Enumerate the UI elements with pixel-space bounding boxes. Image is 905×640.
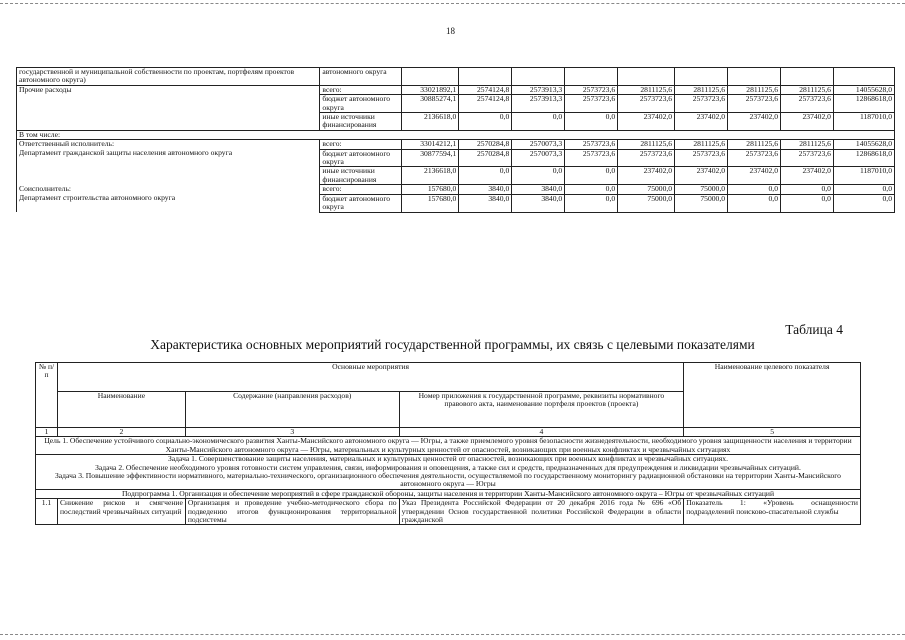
- goal-text: Цель 1. Обеспечение устойчивого социально-экономического развития Ханты-Мансийского автономного округа — Югры, а также приемлемого уровня безопасности жизнедеятельности, необходимого уровня защищенности населения и территории Ханты-Мансийского автономного округа — Югры, материальных и культурных ценностей от опасностей, возникающих при военных конфликтах и чрезвычайных ситуациях: [36, 437, 861, 455]
- row-source: всего:: [320, 85, 402, 94]
- bottom-scan-edge: [0, 634, 905, 635]
- row-label: Ответственный исполнитель:: [17, 140, 320, 149]
- row-label: [17, 113, 320, 131]
- value-cell: 237402,0: [618, 113, 675, 131]
- value-cell: 75000,0: [618, 185, 675, 194]
- tasks-row: [36, 455, 861, 490]
- row-label: государственной и муниципальной собственности по проектам, портфелям проектов автономного округа): [17, 68, 320, 86]
- value-cell: 0,0: [728, 185, 781, 194]
- financing-table: [16, 67, 895, 213]
- value-cell: 2573723,6: [675, 95, 728, 113]
- value-cell: 2811125,6: [781, 85, 834, 94]
- row-label: Департамент гражданской защиты населения автономного округа: [17, 149, 320, 167]
- value-cell: 237402,0: [781, 167, 834, 185]
- value-cell: 0,0: [728, 194, 781, 212]
- value-cell: 2136618,0: [402, 113, 459, 131]
- value-cell: 2811125,6: [728, 85, 781, 94]
- table-row: [17, 194, 895, 212]
- value-cell: 2570073,3: [512, 140, 565, 149]
- value-cell: 0,0: [833, 194, 894, 212]
- value-cell: 2811125,6: [728, 140, 781, 149]
- value-cell: 237402,0: [781, 113, 834, 131]
- row-label: Соисполнитель:: [17, 185, 320, 194]
- value-cell: 2136618,0: [402, 167, 459, 185]
- value-cell: 2573913,3: [512, 95, 565, 113]
- value-cell: 3840,0: [459, 194, 512, 212]
- task-1: Задача 1. Совершенствование защиты населения, материальных и культурных ценностей от опасностей, возникающих при военных конфликтах и чрезвычайных ситуациях.: [167, 454, 728, 464]
- measure-target: Показатель 1: «Уровень оснащенности подразделений поисково-спасательной службы: [684, 499, 861, 525]
- table-row: [17, 149, 895, 167]
- value-cell: 237402,0: [675, 113, 728, 131]
- tasks-cell: [36, 455, 861, 490]
- header-main: Основные мероприятия: [57, 363, 683, 392]
- value-cell: 2573723,6: [781, 149, 834, 167]
- value-cell: 2570284,8: [459, 140, 512, 149]
- value-cell: 0,0: [512, 113, 565, 131]
- value-cell: 0,0: [565, 167, 618, 185]
- value-cell: 0,0: [512, 167, 565, 185]
- value-cell: 2573913,3: [512, 85, 565, 94]
- row-source: иные источники финансирования: [320, 167, 402, 185]
- value-cell: 2811125,6: [675, 140, 728, 149]
- value-cell: 2573723,6: [675, 149, 728, 167]
- subprogram-text: Подпрограмма 1. Организация и обеспечение мероприятий в сфере гражданской обороны, защиты населения и территории Ханты-Мансийского автономного округа – Югры от чрезвычайных ситуаций: [36, 489, 861, 498]
- value-cell: 75000,0: [675, 185, 728, 194]
- header-target: Наименование целевого показателя: [684, 363, 861, 428]
- value-cell: 1187010,0: [833, 113, 894, 131]
- table-title: Характеристика основных мероприятий государственной программы, их связь с целевыми показателями: [150, 337, 755, 352]
- value-cell: 30885274,1: [402, 95, 459, 113]
- table-row: [36, 499, 861, 525]
- row-source: бюджет автономного округа: [320, 149, 402, 167]
- row-label: [17, 167, 320, 185]
- value-cell: 33021892,1: [402, 85, 459, 94]
- value-cell: 12868618,0: [833, 149, 894, 167]
- value-cell: 0,0: [459, 113, 512, 131]
- table-caption: Таблица 4: [785, 322, 843, 337]
- row-source: всего:: [320, 140, 402, 149]
- value-cell: 157680,0: [402, 185, 459, 194]
- table-row: [17, 68, 895, 86]
- table-row: [36, 363, 861, 392]
- value-cell: 0,0: [833, 185, 894, 194]
- value-cell: 2573723,6: [565, 95, 618, 113]
- value-cell: 3840,0: [459, 185, 512, 194]
- value-cell: 0,0: [565, 194, 618, 212]
- value-cell: 30877594,1: [402, 149, 459, 167]
- value-cell: 3840,0: [512, 194, 565, 212]
- financing-rows: [17, 85, 895, 212]
- value-cell: 2574124,8: [459, 95, 512, 113]
- header-num: № п/п: [36, 363, 58, 428]
- value-cell: 2574124,8: [459, 85, 512, 94]
- value-cell: 2570073,3: [512, 149, 565, 167]
- in-that-number: В том числе:: [17, 130, 895, 139]
- row-source: бюджет автономного округа: [320, 194, 402, 212]
- value-cell: 2573723,6: [565, 85, 618, 94]
- value-cell: 237402,0: [675, 167, 728, 185]
- value-cell: 0,0: [459, 167, 512, 185]
- value-cell: 2570284,8: [459, 149, 512, 167]
- table-row: [17, 113, 895, 131]
- task-2: Задача 2. Обеспечение необходимого уровня готовности систем управления, связи, информирования и оповещения, а также сил и средств, предназначенных для предупреждения и ликвидации чрезвычайных ситуаций.: [95, 462, 801, 472]
- header-name: Наименование: [57, 392, 185, 428]
- row-source: иные источники финансирования: [320, 113, 402, 131]
- value-cell: 33014212,1: [402, 140, 459, 149]
- value-cell: 3840,0: [512, 185, 565, 194]
- page-number: 18: [446, 26, 455, 36]
- value-cell: 2573723,6: [728, 95, 781, 113]
- table-row: [17, 95, 895, 113]
- value-cell: 2573723,6: [618, 95, 675, 113]
- value-cell: 2573723,6: [781, 95, 834, 113]
- top-scan-edge: [0, 3, 905, 4]
- measure-name: Снижение рисков и смягчение последствий чрезвычайных ситуаций: [57, 499, 185, 525]
- header-annex: Номер приложения к государственной программе, реквизиты нормативного правового акта, наименование портфеля проектов (проекта): [399, 392, 684, 428]
- value-cell: 2573723,6: [565, 140, 618, 149]
- value-cell: 0,0: [781, 185, 834, 194]
- task-3: Задача 3. Повышение эффективности нормативного, материально-технического, организационного обеспечения деятельности, осуществляемой по государственному мониторингу радиационной обстановки на территории Ханты-Мансийского автономного округа — Югры: [55, 471, 841, 489]
- row-label: Прочие расходы: [17, 85, 320, 94]
- measure-content: Организация и проведение учебно-методического сбора по подведению итогов функционирования территориальной подсистемы: [185, 499, 399, 525]
- value-cell: 0,0: [565, 113, 618, 131]
- value-cell: 0,0: [781, 194, 834, 212]
- value-cell: 2573723,6: [728, 149, 781, 167]
- row-number: 1.1: [36, 499, 58, 525]
- value-cell: 2811125,6: [618, 85, 675, 94]
- measures-table: [35, 362, 861, 525]
- value-cell: 2811125,6: [618, 140, 675, 149]
- value-cell: 14055628,0: [833, 85, 894, 94]
- value-cell: 2573723,6: [618, 149, 675, 167]
- value-cell: 75000,0: [618, 194, 675, 212]
- row-source: бюджет автономного округа: [320, 95, 402, 113]
- value-cell: 75000,0: [675, 194, 728, 212]
- value-cell: 237402,0: [618, 167, 675, 185]
- row-source: автономного округа: [320, 68, 402, 86]
- value-cell: 237402,0: [728, 167, 781, 185]
- value-cell: 2811125,6: [675, 85, 728, 94]
- goal-row: [36, 437, 861, 455]
- header-content: Содержание (направления расходов): [185, 392, 399, 428]
- column-numbers-row: 1 2 3 4 5: [36, 428, 861, 437]
- value-cell: 157680,0: [402, 194, 459, 212]
- value-cell: 12868618,0: [833, 95, 894, 113]
- value-cell: 14055628,0: [833, 140, 894, 149]
- row-label: Департамент строительства автономного округа: [17, 194, 320, 212]
- measure-annex: Указ Президента Российской Федерации от 20 декабря 2016 года № 696 «Об утверждении Основ государственной политики Российской Федерации в области гражданской: [399, 499, 684, 525]
- value-cell: 2811125,6: [781, 140, 834, 149]
- value-cell: 2573723,6: [565, 149, 618, 167]
- table-row: [17, 167, 895, 185]
- value-cell: 0,0: [565, 185, 618, 194]
- value-cell: 1187010,0: [833, 167, 894, 185]
- row-source: всего:: [320, 185, 402, 194]
- value-cell: 237402,0: [728, 113, 781, 131]
- row-label: [17, 95, 320, 113]
